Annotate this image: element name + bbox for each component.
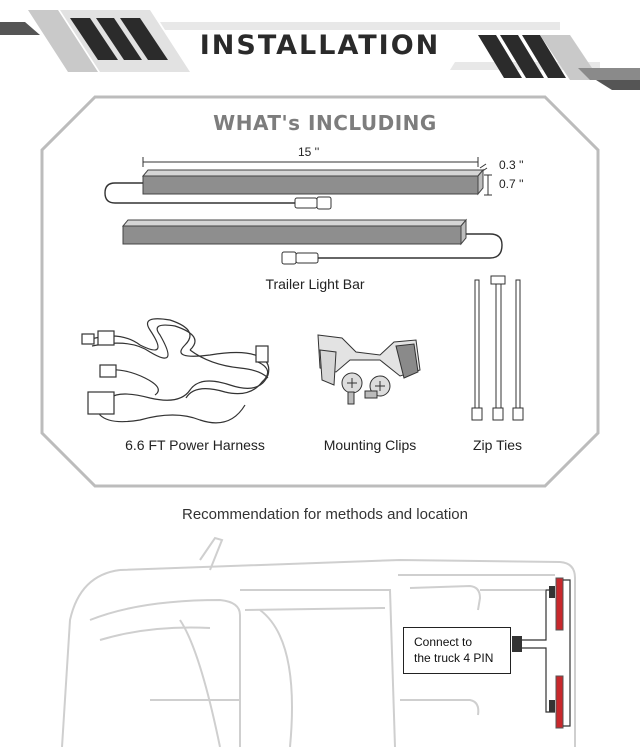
connection-callout: [403, 627, 511, 674]
dimension-height: 0.3 '': [499, 158, 524, 172]
dimension-length: 15 '': [298, 145, 320, 159]
item-label-clips: Mounting Clips: [323, 437, 417, 453]
item-label-harness: 6.6 FT Power Harness: [125, 437, 265, 453]
recommendation-heading: Recommendation for methods and location: [182, 506, 468, 523]
item-label-zip-ties: Zip Ties: [472, 437, 522, 453]
callout-line-2: the truck 4 PIN: [414, 651, 494, 665]
contents-heading: WHAT's INCLUDING: [213, 111, 437, 135]
dimension-width: 0.7 '': [499, 177, 524, 191]
truck-wiring: [512, 578, 570, 728]
callout-line-1: Connect to: [414, 635, 473, 649]
page-title: INSTALLATION: [199, 30, 441, 61]
item-label-light-bar: Trailer Light Bar: [265, 276, 365, 292]
